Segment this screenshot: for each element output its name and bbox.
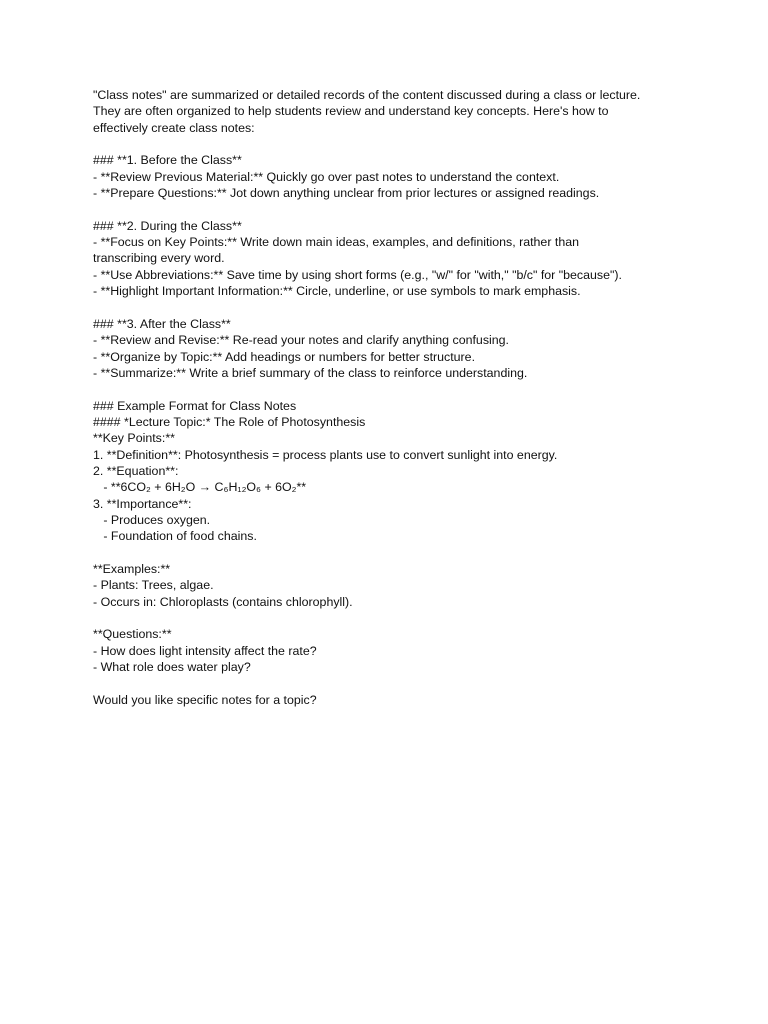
section-heading: ### **2. During the Class**	[93, 218, 242, 233]
example-heading: ### Example Format for Class Notes	[93, 398, 297, 413]
examples-label: **Examples:**	[93, 561, 171, 576]
example-line: - Plants: Trees, algae.	[93, 578, 214, 593]
closing-line: Would you like specific notes for a topic?	[93, 692, 317, 707]
section-heading: ### **1. Before the Class**	[93, 153, 242, 168]
blank-line	[93, 545, 693, 561]
blank-line	[93, 136, 693, 152]
blank-line	[93, 299, 693, 315]
intro-line: effectively create class notes:	[93, 120, 255, 135]
section-line: transcribing every word.	[93, 251, 225, 266]
blank-line	[93, 610, 693, 626]
section-line: - **Organize by Topic:** Add headings or numbers for better structure.	[93, 349, 476, 364]
question-line: - How does light intensity affect the rate?	[93, 643, 317, 658]
key-point-line: - **6CO₂ + 6H₂O → C₆H₁₂O₆ + 6O₂**	[93, 480, 307, 495]
section-line: - **Review Previous Material:** Quickly go over past notes to understand the context.	[93, 169, 560, 184]
document-page	[93, 87, 693, 708]
key-point-line: 3. **Importance**:	[93, 496, 192, 511]
key-point-line: - Foundation of food chains.	[93, 529, 257, 544]
key-point-line: 1. **Definition**: Photosynthesis = process plants use to convert sunlight into energy.	[93, 447, 558, 462]
key-points-label: **Key Points:**	[93, 431, 175, 446]
questions-label: **Questions:**	[93, 627, 172, 642]
intro-line: "Class notes" are summarized or detailed records of the content discussed during a class or lecture.	[93, 88, 641, 102]
blank-line	[93, 675, 693, 691]
section-line: - **Focus on Key Points:** Write down main ideas, examples, and definitions, rather than	[93, 235, 580, 250]
example-line: - Occurs in: Chloroplasts (contains chlorophyll).	[93, 594, 353, 609]
section-heading: ### **3. After the Class**	[93, 316, 231, 331]
blank-line	[93, 201, 693, 217]
question-line: - What role does water play?	[93, 660, 251, 675]
section-line: - **Summarize:** Write a brief summary of the class to reinforce understanding.	[93, 365, 528, 380]
key-point-line: - Produces oxygen.	[93, 512, 211, 527]
key-point-line: 2. **Equation**:	[93, 463, 179, 478]
section-line: - **Highlight Important Information:** Circle, underline, or use symbols to mark emphasis.	[93, 284, 581, 299]
section-line: - **Prepare Questions:** Jot down anything unclear from prior lectures or assigned readings.	[93, 186, 600, 201]
blank-line	[93, 381, 693, 397]
section-line: - **Use Abbreviations:** Save time by using short forms (e.g., "w/" for "with," "b/c" for "because").	[93, 267, 622, 282]
example-subheading: #### *Lecture Topic:* The Role of Photosynthesis	[93, 414, 366, 429]
intro-line: They are often organized to help students review and understand key concepts. Here's how to	[93, 104, 609, 119]
section-line: - **Review and Revise:** Re-read your notes and clarify anything confusing.	[93, 333, 509, 348]
